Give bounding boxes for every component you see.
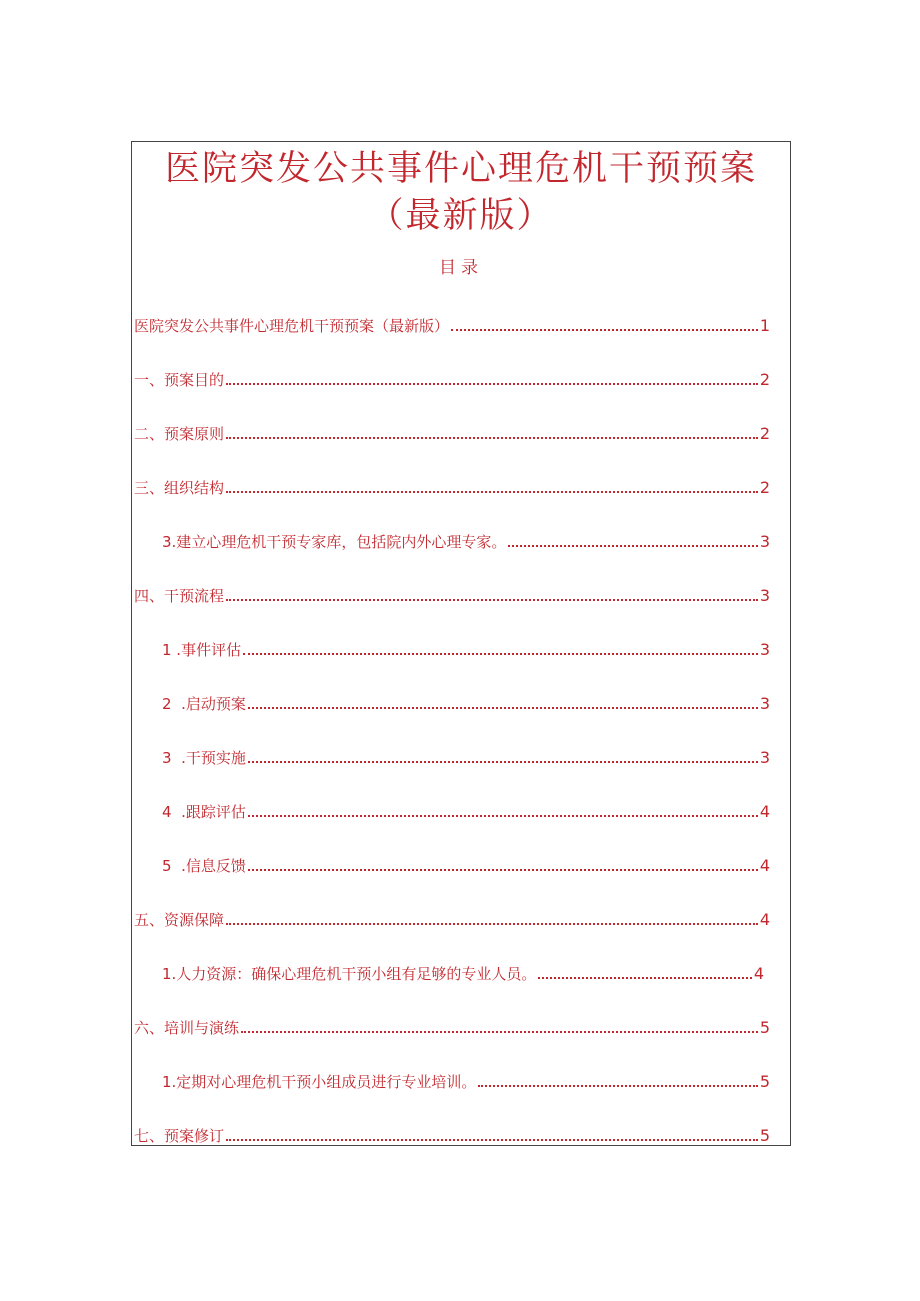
toc-entry-page: 4 (759, 802, 770, 821)
toc-entry[interactable] (134, 1018, 770, 1038)
toc-leader-dots (226, 491, 758, 493)
toc-entry-page: 4 (753, 964, 764, 983)
toc-leader-dots (226, 599, 758, 601)
toc-leader-dots (478, 1085, 757, 1087)
toc-entry-label: 六、培训与演练 (134, 1019, 240, 1037)
toc-leader-dots (508, 545, 757, 547)
toc-leader-dots (226, 1139, 758, 1141)
toc-entry-page: 3 (759, 532, 770, 551)
toc-entry-page: 3 (759, 748, 770, 767)
toc-entry[interactable] (162, 532, 770, 552)
toc-entry-label: 三、组织结构 (134, 479, 225, 497)
toc-entry-page: 5 (759, 1072, 770, 1091)
toc-leader-dots (226, 923, 758, 925)
toc-entry-page: 5 (759, 1126, 770, 1145)
toc-entry[interactable] (134, 586, 770, 606)
toc-entry-label: 4 .跟踪评估 (162, 803, 246, 821)
toc-entry-page: 3 (759, 586, 770, 605)
toc-entry-page: 2 (759, 424, 770, 443)
toc-entry[interactable] (134, 424, 770, 444)
toc-entry[interactable] (134, 370, 770, 390)
toc-leader-dots (451, 329, 758, 331)
toc-leader-dots (248, 707, 758, 709)
toc-leader-dots (248, 761, 758, 763)
toc-entry-page: 1 (759, 316, 770, 335)
toc-entry-page: 2 (759, 478, 770, 497)
toc-entry[interactable] (134, 316, 770, 336)
toc-entry-page: 3 (759, 640, 770, 659)
toc-entry-label: 医院突发公共事件心理危机干预预案（最新版） (134, 317, 450, 335)
toc-leader-dots (226, 437, 758, 439)
toc-heading: 目录 (439, 258, 483, 278)
toc-entry[interactable] (134, 910, 770, 930)
toc-entry-label: 1.人力资源：确保心理危机干预小组有足够的专业人员。 (162, 965, 537, 983)
toc-entry-label: 四、干预流程 (134, 587, 225, 605)
toc-entry-label: 二、预案原则 (134, 425, 225, 443)
toc-entry[interactable] (162, 748, 770, 768)
toc-entry[interactable] (162, 1072, 770, 1092)
toc-entry-label: 3.建立心理危机干预专家库，包括院内外心理专家。 (162, 533, 507, 551)
toc-entry-label: 3 .干预实施 (162, 749, 246, 767)
toc-entry-label: 5 .信息反馈 (162, 857, 246, 875)
toc-leader-dots (538, 977, 751, 979)
document-frame (131, 141, 791, 1146)
toc-entry-label: 1.定期对心理危机干预小组成员进行专业培训。 (162, 1073, 477, 1091)
toc-leader-dots (243, 653, 758, 655)
toc-entry-label: 一、预案目的 (134, 371, 225, 389)
toc-entry[interactable] (134, 1126, 770, 1146)
document-title-edition: （最新版） (368, 196, 554, 236)
toc-entry-label: 七、预案修订 (134, 1127, 225, 1145)
document-title: 医院突发公共事件心理危机干预预案 (164, 149, 757, 189)
toc-entry-page: 4 (759, 856, 770, 875)
toc-leader-dots (226, 383, 758, 385)
toc-entry-page: 4 (759, 910, 770, 929)
toc-entry[interactable] (162, 640, 770, 660)
toc-entry-page: 5 (759, 1018, 770, 1037)
toc-entry[interactable] (134, 478, 770, 498)
toc-leader-dots (241, 1031, 758, 1033)
toc-entry-label: 五、资源保障 (134, 911, 225, 929)
toc-entry-page: 2 (759, 370, 770, 389)
toc-entry[interactable] (162, 694, 770, 714)
toc-entry[interactable] (162, 802, 770, 822)
toc-entry-label: 2 .启动预案 (162, 695, 246, 713)
toc-entry[interactable] (162, 964, 764, 984)
toc-leader-dots (248, 869, 758, 871)
toc-entry-page: 3 (759, 694, 770, 713)
toc-entry-label: 1 .事件评估 (162, 641, 242, 659)
toc-leader-dots (248, 815, 758, 817)
toc-entry[interactable] (162, 856, 770, 876)
